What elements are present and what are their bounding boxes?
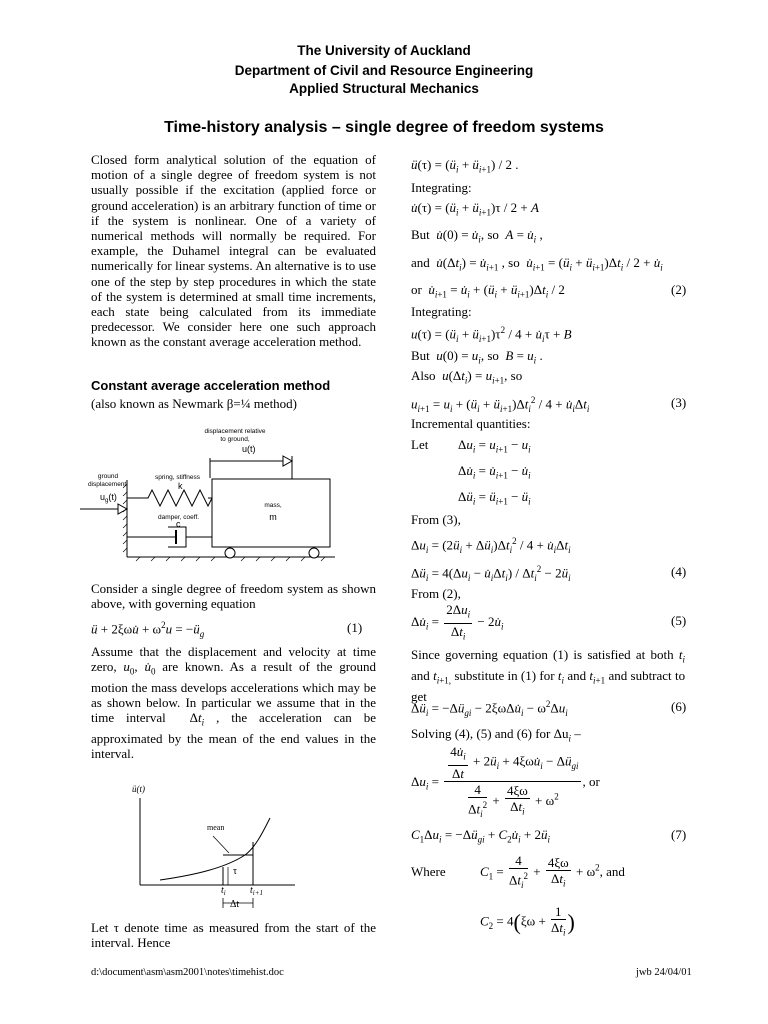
graph-y-label: ü(t) [132,784,145,794]
assume-paragraph: Assume that the displacement and velocity at time zero, $u_0$, $u̇_0$ are known. As a result of the ground motion the mass develops accelerations which may be as shown below. In particular we assume that in the time interval $\Delta t_i$ , the acceleration can be approximated by the mean of the end values in the interval. [91,644,377,762]
section-heading: Constant average acceleration method [91,378,331,393]
eq-u-tau: $u(\tau) = (ü_i$ + $ü_{i+1})\tau^2 / 4$ + $u̇_i\tau + B$ [411,325,572,344]
eq-5: $\Delta u̇_i$ = $\frac{2\Delta u_i}{\Delta t_i}$ − $2u̇_i$ [411,602,504,642]
since-paragraph: Since governing equation (1) is satisfied at both $t_i$ and $t_{i+1,}$ substitute in (1) for $t_i$ and $t_{i+1}$ and subtract to get [411,647,686,704]
wheel-right [309,548,319,558]
label-u-t: u(t) [242,444,256,454]
graph-ti1-label: $t_{i+1}$ [250,885,263,897]
where-label: Where [411,864,446,879]
course-name: Applied Structural Mechanics [289,81,479,96]
equation-2-number: (2) [671,282,687,297]
consider-paragraph: Consider a single degree of freedom system as shown above, with governing equation [91,581,376,612]
incremental-label: Incremental quantities: [411,416,531,431]
eq-but-2: But $u(0) = u_i$, so $B = u_i$ . [411,348,543,366]
equation-4-number: (4) [671,564,687,579]
solving-label: Solving (4), (5) and (6) for $\Delta u_i$ – [411,726,581,744]
integrating-2: Integrating: [411,304,472,319]
department-name: Department of Civil and Resource Engineering [234,63,534,78]
footer-stamp: jwb 24/04/01 [636,967,692,978]
graph-mean-label: mean [207,823,225,832]
eq-also: Also $u(\Delta t_i) = u_{i+1}$, so [411,368,523,386]
equation-1: ü + 2ξωu̇ + $\omega^2u$ = $-ü_g$ [91,620,205,639]
eq-2: or $u̇_{i+1}$ = $u̇_i$ + ($ü_i$ + $ü_{i+1})\Delta t_i / 2$ [411,282,565,300]
equation-5-number: (5) [671,613,687,628]
footer-file-path: d:\document\asm\asm2001\notes\timehist.doc [91,967,284,978]
let-paragraph: Let τ denote time as measured from the start of the interval. Hence [91,920,376,951]
section-subheading: (also known as Newmark β=¼ method) [91,396,298,411]
label-ground-1: ground [97,473,119,480]
eq-c2: $C_2 = 4(\xi\omega$ + $\frac{1}{\Delta t_i}$ ) [480,904,575,938]
wheel-left [225,548,235,558]
spring [127,490,212,506]
label-mass: mass, [264,502,282,509]
eq-7: $C_1\Delta u_i$ = $-\Delta ü_{gi}$ + $C_2u̇_i$ + $2ü_i$ [411,827,550,845]
label-damper: damper, coeff. [158,514,200,521]
eq-c1: $C_1$ = $\frac{4}{\Delta t_i^2}$ + $\frac{4\xi\omega}{\Delta t_i}$ + $\omega^2$, and [480,853,625,890]
intro-paragraph: Closed form analytical solution of the equation of motion of a single degree of freedom system is not usually possible if the excitation (applied force or ground acceleration) is an arbitrary function of time or if the system is nonlinear. One of a variety of numerical methods will normally be required. For example, the Duhamel integral can be evaluated numerically for linear systems. An alternative is to use one of the step by step procedures in which the state of the system is determined at small time increments, each state being calculated from its immediate predecessor. We consider here one such approach known as the constant average acceleration method. [91,152,376,350]
integrating-1: Integrating: [411,180,472,195]
equation-6-number: (6) [671,699,687,714]
label-ground-2: displacement, [87,481,129,488]
eq-but-1: But u̇(0) = $u̇_i$, so $A = u̇_i$ , [411,227,543,245]
page-title: Time-history analysis – single degree of freedom systems [164,119,604,136]
eq-6: $\Delta ü_i$ = $-\Delta ü_{gi}$ − $2\xi\omega\Delta u̇_i - \omega^2\Delta u_i$ [411,699,568,718]
equation-3-number: (3) [671,395,687,410]
equation-7-number: (7) [671,827,687,842]
graph-tau-label: τ [233,866,238,877]
equation-1-number: (1) [347,620,363,635]
eq-delta-ud: $\Delta u̇_i$ = $u̇_{i+1}$ − $u̇_i$ [458,463,531,481]
label-m: m [269,512,277,522]
eq-ud-tau: u̇(τ) = ($ü_i$ + $ü_{i+1})\tau / 2 + A$ [411,200,539,218]
label-k: k [178,481,183,491]
sdof-diagram [80,420,380,570]
graph-ti-label: $t_i$ [221,885,226,897]
eq-delta-u: $\Delta u_i = u_{i+1} - u_i$ [458,437,531,455]
label-ug: $u_g(t)$ [100,492,117,504]
university-name: The University of Auckland [297,43,471,58]
label-spring: spring, stiffness [155,474,201,481]
eq-from-3: $\Delta u_i$ = ($2ü_i$ + $\Delta ü_i)\Delta t_i^2 / 4$ + $u̇_i\Delta t_i$ [411,536,571,555]
from-2-label: From (2), [411,586,461,601]
graph-dt-label: Δt [230,899,240,910]
acceleration-graph [125,780,300,920]
eq-delta-udd: $\Delta ü_i$ = $ü_{i+1}$ − $ü_i$ [458,489,531,507]
eq-solve-du: $\Delta u_i$ = $\frac{4u̇_i}{\Delta t}$ + $2ü_i$ + $4\xi\omega u̇_i$ − $\Delta ü_{gi}$ $\frac{4}{\Delta t_i^2}$ + $\frac{4\xi\omega}{\Delta t_i}$ + $\omega^2$ , or [411,744,600,819]
let-label: Let [411,437,429,452]
label-c: c [176,519,181,529]
from-3-label: From (3), [411,512,461,527]
label-disp-rel-1: displacement relative [204,428,266,435]
eq-and: and $u̇(\Delta t_i)$ = $u̇_{i+1}$ , so $u̇_{i+1}$ = ($ü_i$ + $ü_{i+1})\Delta t_i / 2$ + $u̇_i$ [411,255,663,273]
eq-udd-tau: ü(τ) = ($ü_i$ + $ü_{i+1}) / 2$ . [411,157,519,175]
eq-3: $u_{i+1} = u_i$ + ($ü_i$ + $ü_{i+1})\Delta t_i^2 / 4$ + $u̇_i\Delta t_i$ [411,395,590,414]
label-disp-rel-2: to ground, [220,436,250,443]
eq-4: $\Delta ü_i = 4(\Delta u_i$ − $u̇_i\Delta t_i) / \Delta t_i^2$ − $2ü_i$ [411,564,571,583]
